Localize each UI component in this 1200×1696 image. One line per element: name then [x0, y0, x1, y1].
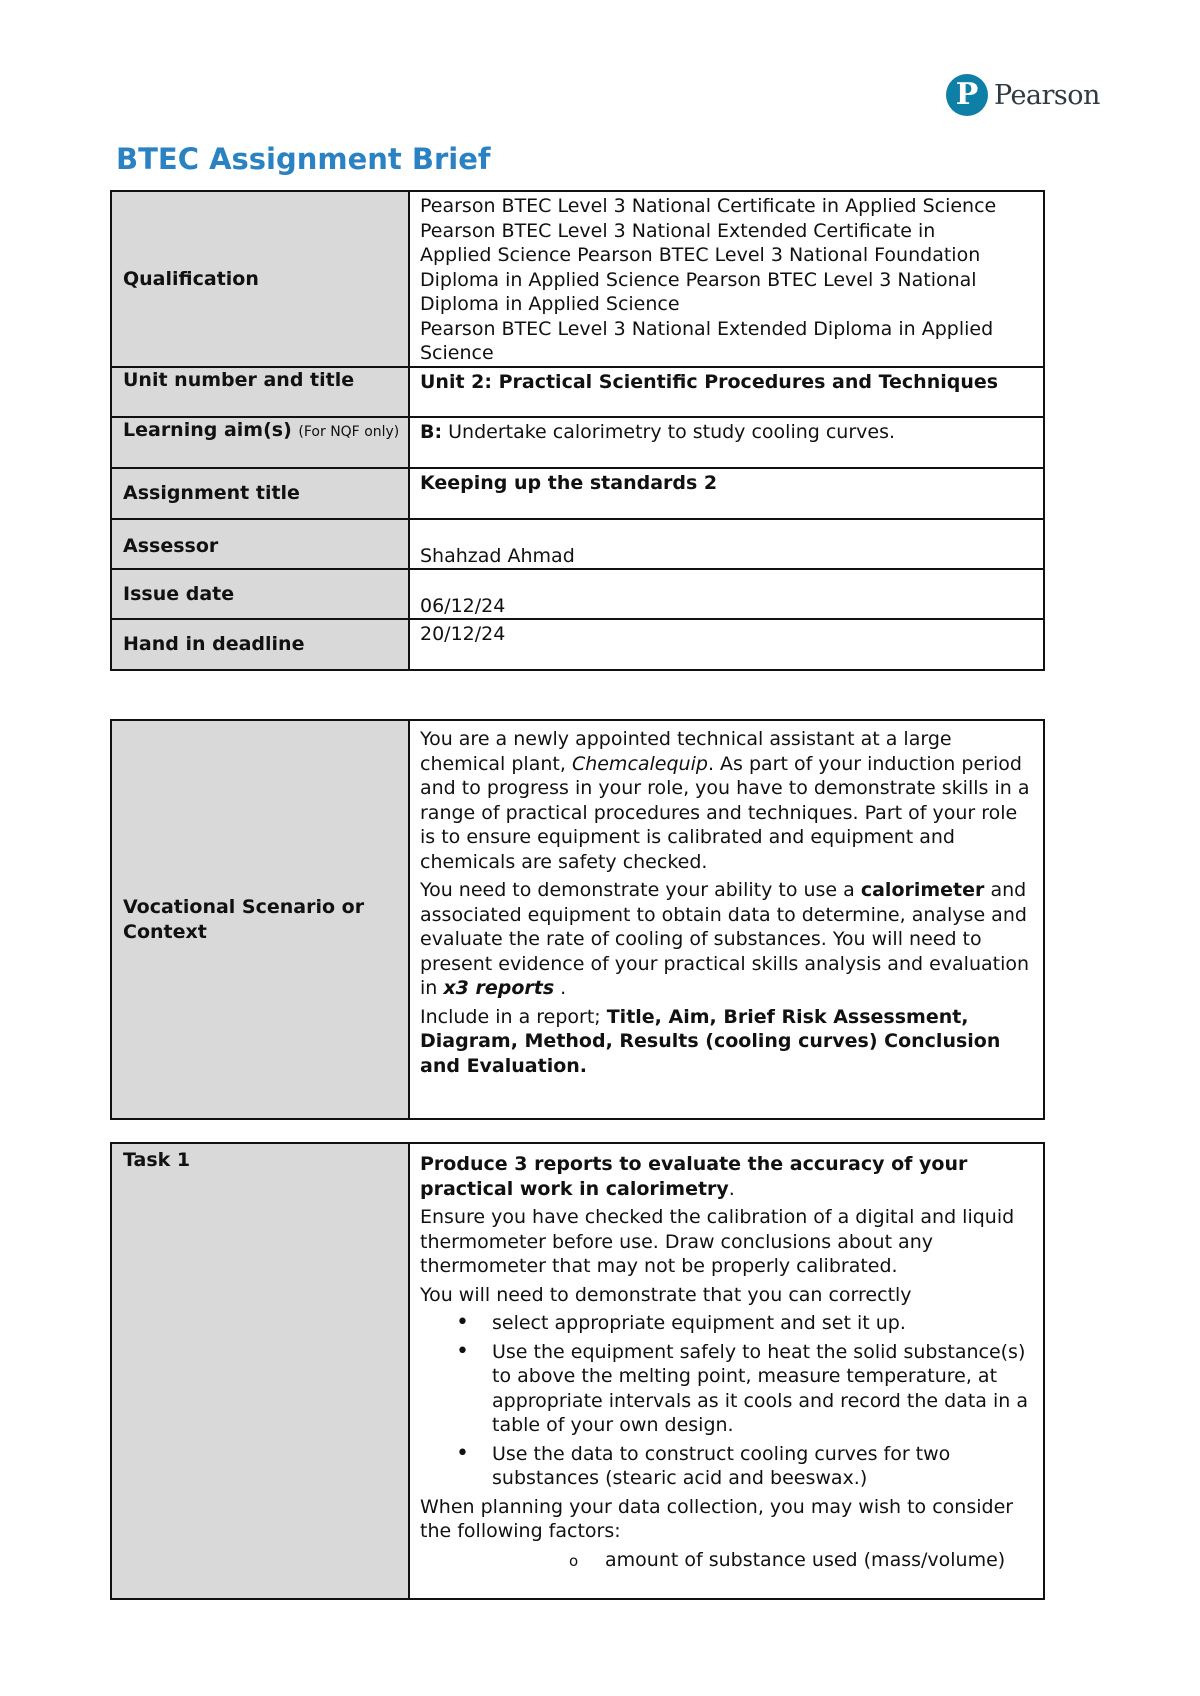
reports-emphasis: x3 reports: [443, 977, 555, 999]
qualification-line: Diploma in Applied Science: [420, 293, 680, 315]
assessor-row: [111, 519, 1044, 569]
issue-date-value: 06/12/24: [409, 569, 1044, 619]
scenario-text: [409, 720, 1044, 1119]
task-table: [110, 1142, 1045, 1600]
assignment-label: Assignment title: [111, 468, 409, 519]
scenario-text-run: and associated equipment to obtain data to determine, analyse and evaluate the rate of cooling of substances. You will need to present evidence of your practical skills analysis and evaluation in: [420, 879, 1030, 999]
learning-aim-text: Undertake calorimetry to study cooling curves.: [442, 421, 896, 443]
page-title: BTEC Assignment Brief: [116, 142, 491, 176]
qualification-line: Pearson BTEC Level 3 National Extended Certificate in: [420, 219, 936, 242]
assessor-label: Assessor: [111, 519, 409, 569]
task-paragraph: You will need to demonstrate that you can correctly: [420, 1283, 912, 1306]
unit-row: [111, 367, 1044, 417]
scenario-label: Vocational Scenario or Context: [111, 720, 409, 1119]
list-item: • Use the equipment safely to heat the solid substance(s) to above the melting point, measure temperature, at appropriate intervals as it cools and record the data in a table of your own design.: [492, 1340, 1031, 1438]
learning-aim-row: [111, 417, 1044, 468]
learning-aim-label-text: Learning aim(s): [123, 419, 292, 441]
learning-aim-label: [111, 417, 409, 468]
details-table: [110, 190, 1045, 671]
unit-value: Unit 2: Practical Scientific Procedures and Techniques: [409, 367, 1044, 417]
scenario-row: [111, 720, 1044, 1119]
task-paragraph: Ensure you have checked the calibration of a digital and liquid thermometer before use. Draw conclusions about any thermometer that may not be properly calibrated.: [420, 1206, 1015, 1277]
task-label: Task 1: [111, 1143, 409, 1599]
pearson-logo-icon: P: [946, 74, 988, 116]
deadline-label: Hand in deadline: [111, 619, 409, 670]
task-row: [111, 1143, 1044, 1599]
report-contents: Title, Aim, Brief Risk Assessment, Diagram, Method, Results (cooling curves) Conclusion and Evaluation.: [420, 1005, 1001, 1077]
learning-aim-value: [409, 417, 1044, 468]
scenario-paragraph: [420, 878, 1031, 1001]
qualification-line: Science: [420, 342, 494, 364]
assignment-row: [111, 468, 1044, 519]
qualification-label: Qualification: [111, 191, 409, 367]
assignment-value: Keeping up the standards 2: [409, 468, 1044, 519]
learning-aim-prefix: B:: [420, 421, 443, 443]
company-name: Chemcalequip: [571, 752, 708, 775]
list-item: • select appropriate equipment and set it up.: [492, 1311, 1031, 1336]
task-bullet-list: [420, 1311, 1031, 1491]
scenario-table: [110, 719, 1045, 1120]
factor-list: [420, 1548, 1031, 1573]
assessor-value: Shahzad Ahmad: [409, 519, 1044, 569]
issue-date-row: [111, 569, 1044, 619]
scenario-paragraph: [420, 1005, 1031, 1079]
qualification-row: [111, 191, 1044, 367]
scenario-paragraph: [420, 727, 1031, 874]
deadline-value: 20/12/24: [409, 619, 1044, 670]
pearson-logo-text: Pearson: [994, 79, 1100, 111]
task-heading: [420, 1152, 1031, 1201]
qualification-line: Pearson BTEC Level 3 National Certificate in Applied Science: [420, 195, 997, 217]
learning-aim-note: (For NQF only): [298, 424, 400, 440]
qualification-line: Applied Science Pearson BTEC Level 3 National Foundation: [420, 244, 981, 266]
task-paragraph: When planning your data collection, you may wish to consider the following factors:: [420, 1495, 1014, 1542]
task-heading-text: Produce 3 reports to evaluate the accuracy of your practical work in calorimetry: [420, 1153, 968, 1200]
qualification-line: Pearson BTEC Level 3 National Extended Diploma in Applied: [420, 317, 994, 340]
list-item: • Use the data to construct cooling curves for two substances (stearic acid and beeswax.): [492, 1442, 1031, 1491]
issue-date-label: Issue date: [111, 569, 409, 619]
scenario-text-run: You need to demonstrate your ability to use a: [420, 879, 861, 901]
task-text: [409, 1143, 1044, 1599]
qualification-value: [409, 191, 1044, 367]
pearson-logo: [946, 72, 1100, 118]
scenario-text-run: .: [554, 977, 567, 999]
qualification-line: Diploma in Applied Science Pearson BTEC Level 3 National: [420, 268, 977, 291]
deadline-row: [111, 619, 1044, 670]
scenario-text-run: You are a newly appointed technical assistant at a large chemical plant,: [420, 728, 952, 775]
list-item: o amount of substance used (mass/volume): [605, 1548, 1031, 1573]
calorimeter-emphasis: calorimeter: [860, 879, 985, 901]
scenario-text-run: . As part of your induction period and to progress in your role, you have to demonstrate skills in a range of practical procedures and techniques. Part of your role is to ensure equipment is calibrated and equipment and chemicals are safety checked.: [420, 752, 1030, 873]
unit-label: Unit number and title: [111, 367, 409, 417]
scenario-text-run: Include in a report;: [420, 1005, 607, 1028]
task-heading-end: .: [728, 1177, 735, 1200]
